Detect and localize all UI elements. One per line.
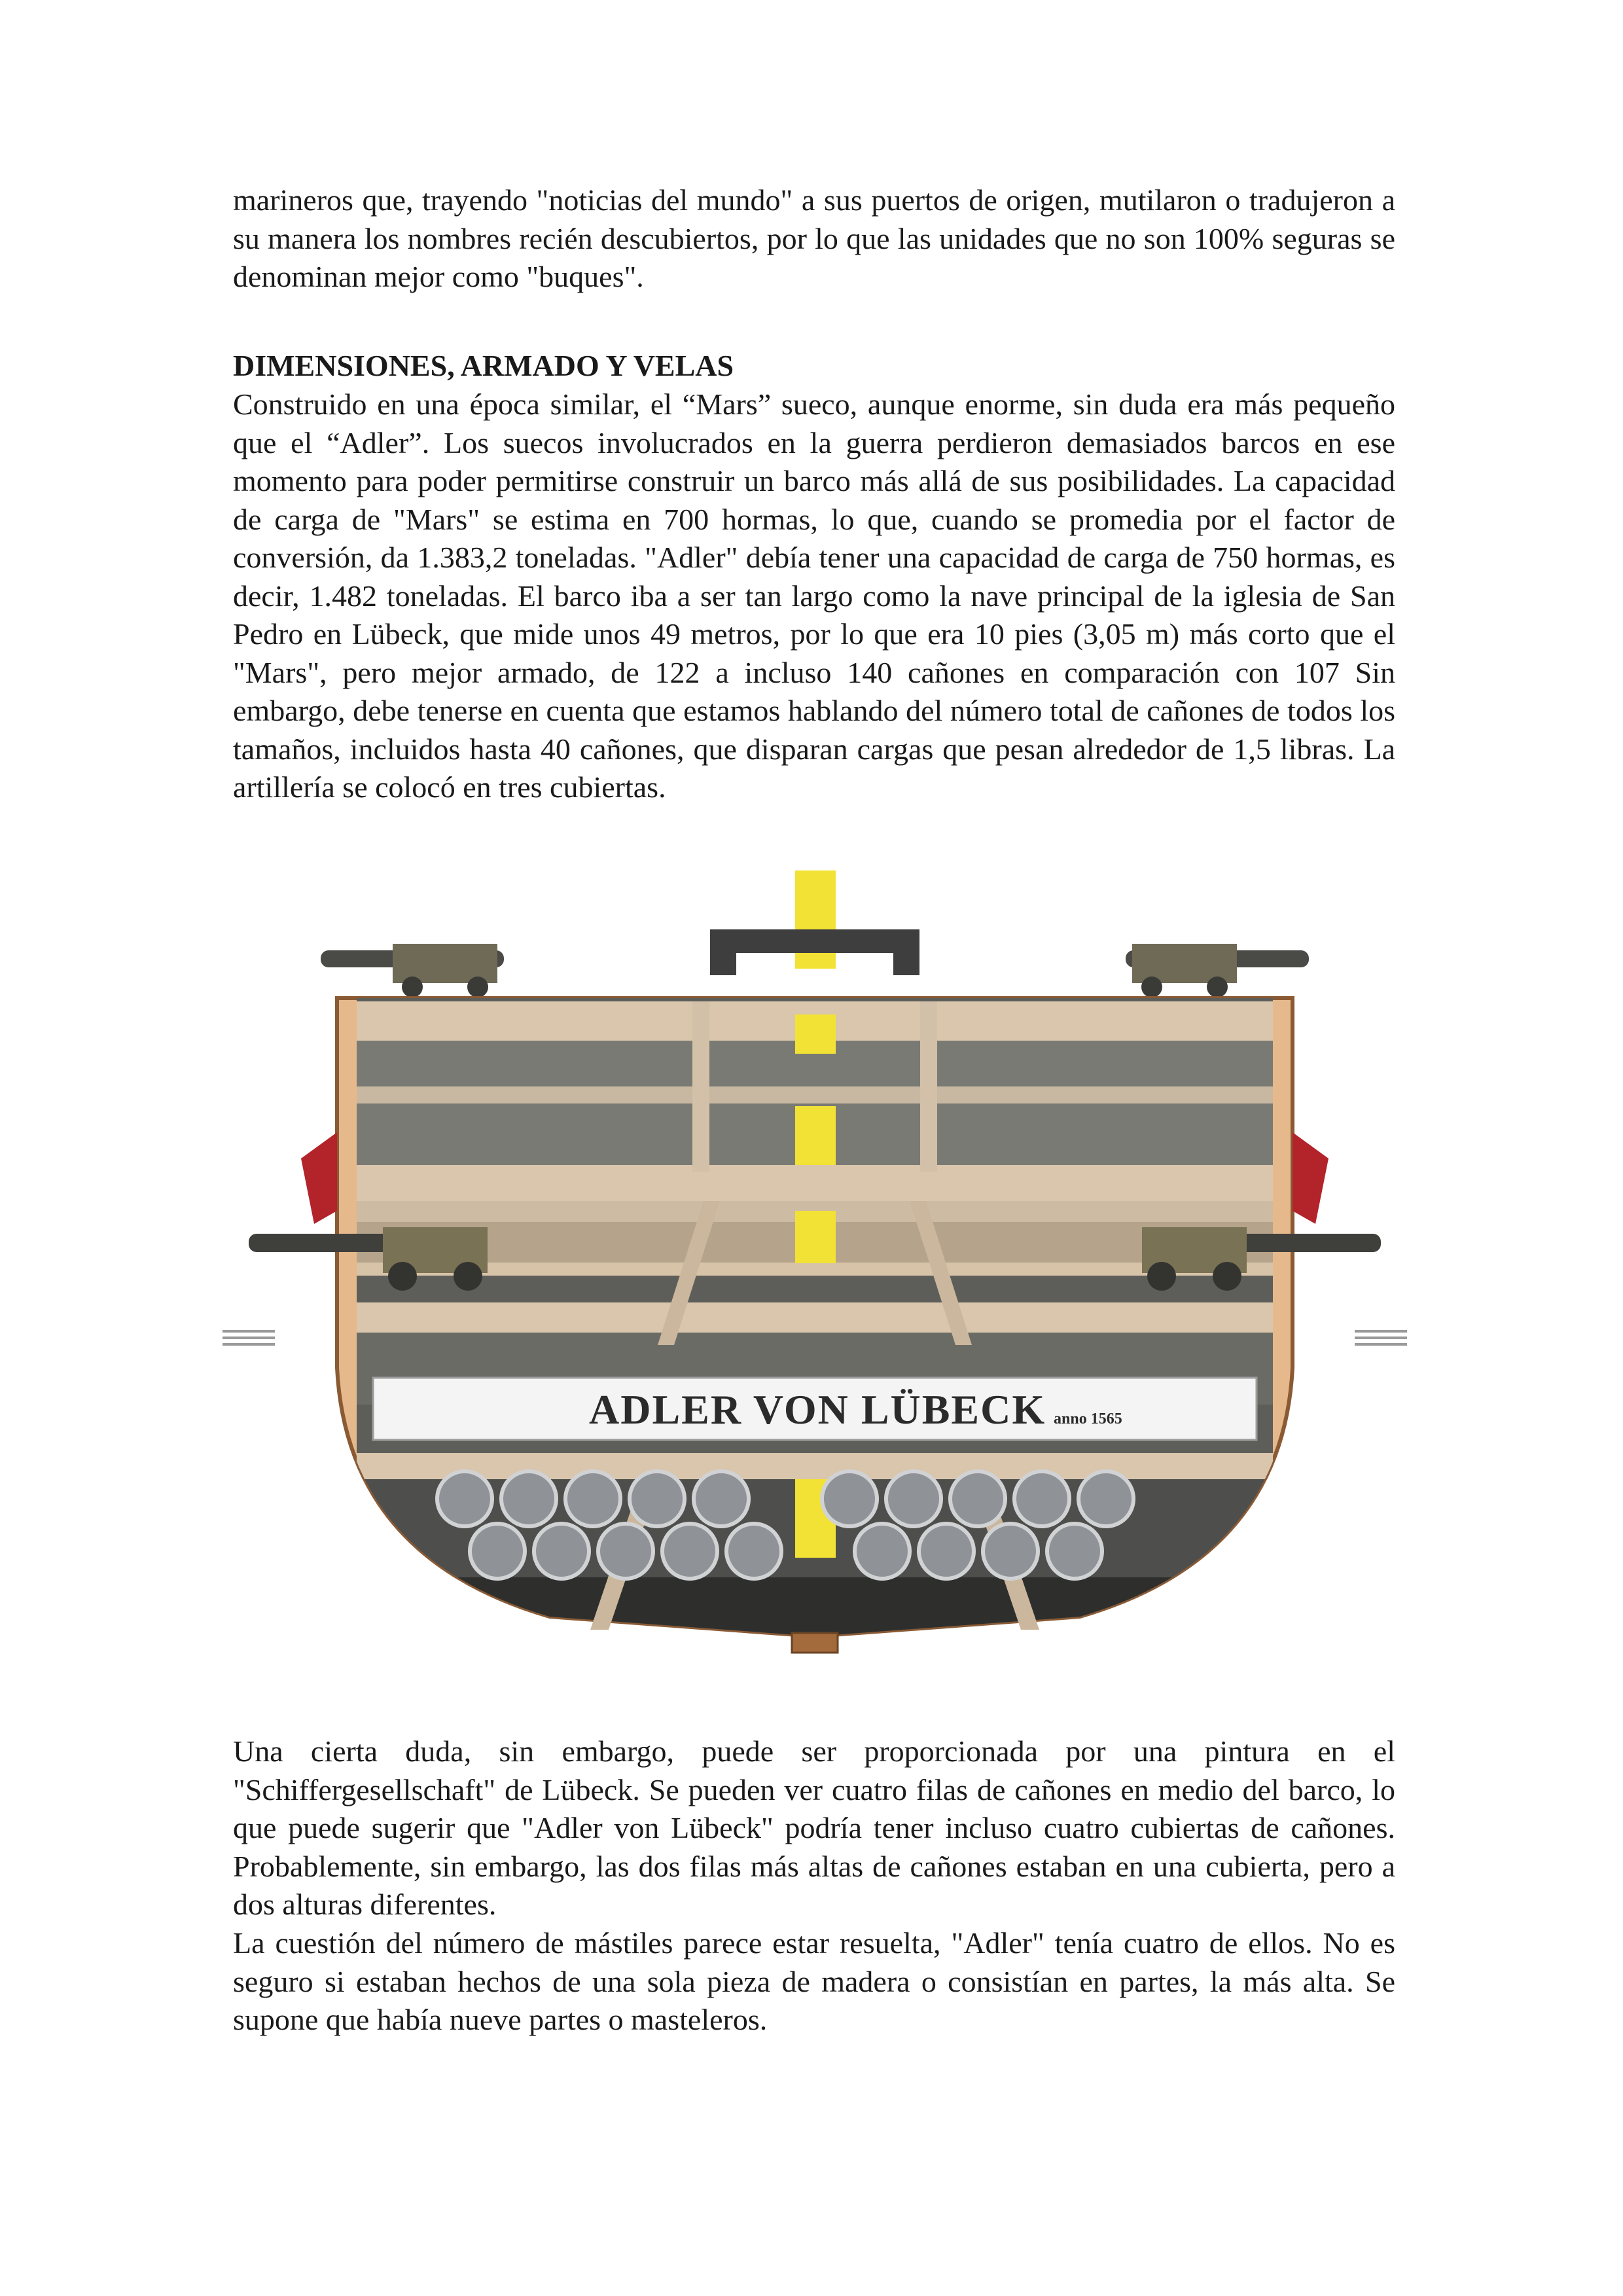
barrel bbox=[726, 1524, 781, 1579]
barrel bbox=[534, 1524, 589, 1579]
barrel bbox=[694, 1471, 749, 1526]
section-heading: DIMENSIONES, ARMADO Y VELAS bbox=[233, 349, 734, 382]
hold-deck-beam bbox=[357, 1453, 1273, 1479]
mast-top bbox=[795, 870, 836, 969]
banner-ship-name: ADLER VON LÜBECK bbox=[589, 1386, 1046, 1433]
barrel bbox=[1079, 1471, 1133, 1526]
ballast bbox=[357, 1577, 1273, 1636]
barrel bbox=[822, 1471, 877, 1526]
paragraph-intro: marineros que, trayendo "noticias del mundo" a sus puertos de origen, mutilaron o tradujeron a su manera los nombres recién descubiertos, por lo que las unidades que no son 100% seguras se denominan mejor como "buques". bbox=[233, 183, 1395, 293]
barrel bbox=[630, 1471, 685, 1526]
mast-partner-right bbox=[893, 929, 919, 975]
lower-deck-beam bbox=[357, 1302, 1273, 1333]
barrel bbox=[855, 1524, 910, 1579]
barrel bbox=[501, 1471, 556, 1526]
mast-section-2 bbox=[795, 1106, 836, 1165]
upper-deck-rail bbox=[357, 1086, 1273, 1103]
mast-partner-left bbox=[710, 929, 736, 975]
barrel bbox=[598, 1524, 653, 1579]
mast-partner bbox=[710, 929, 919, 953]
paragraph-masts: La cuestión del número de mástiles parece estar resuelta, "Adler" tenía cuatro de ellos. No es seguro si estaban hechos de una sola pieza de madera o consistían en partes, la más alta. Se supone que había nueve partes o masteleros. bbox=[233, 1926, 1395, 2036]
middle-deck-beam bbox=[357, 1165, 1273, 1201]
top-deck-gun-left bbox=[321, 944, 504, 997]
barrel bbox=[919, 1524, 974, 1579]
waterline-marker-right bbox=[1355, 1330, 1407, 1346]
paragraph-doubt: Una cierta duda, sin embargo, puede ser proporcionada por una pintura en el "Schiffergesellschaft" de Lübeck. Se pueden ver cuatro filas de cañones en medio del barco, lo que puede sugerir que "Adler von Lübeck" podría tener incluso cuatro cubiertas de cañones. Probablemente, sin embargo, las dos filas más altas de cañones estaban en una cubierta, pero a dos alturas diferentes. bbox=[233, 1734, 1395, 1921]
barrel bbox=[886, 1471, 941, 1526]
paragraph-dimensions: Construido en una época similar, el “Mars” sueco, aunque enorme, sin duda era más pequeño que el “Adler”. Los suecos involucrados en la guerra perdieron demasiados barcos en ese momento para poder permitirse construir un barco más allá de sus posibilidades. La capacidad de carga de "Mars" se estima en 700 hormas, lo que, cuando se promedia por el factor de conversión, da 1.383,2 toneladas. "Adler" debía tener una capacidad de carga de 750 hormas, es decir, 1.482 toneladas. El barco iba a ser tan largo como la nave principal de la iglesia de San Pedro en Lübeck, que mide unos 49 metros, por lo que era 10 pies (3,05 m) más corto que el "Mars", pero mejor armado, de 122 a incluso 140 cañones en comparación con 107 Sin embargo, debe tenerse en cuenta que estamos hablando del número total de cañones de todos los tamaños, incluidos hasta 40 cañones, que disparan cargas que pesan alrededor de 1,5 libras. La artillería se colocó en tres cubiertas. bbox=[233, 387, 1395, 804]
barrel bbox=[983, 1524, 1038, 1579]
ship-cross-section-figure bbox=[223, 870, 1407, 1702]
barrel bbox=[565, 1471, 620, 1526]
ship-cross-section-drawing bbox=[223, 870, 1407, 1702]
barrel bbox=[1014, 1471, 1069, 1526]
mast-section-3 bbox=[795, 1211, 836, 1263]
barrel bbox=[662, 1524, 717, 1579]
stanchion-left bbox=[692, 1001, 709, 1172]
barrel bbox=[470, 1524, 525, 1579]
barrel bbox=[437, 1471, 492, 1526]
mast-section-1 bbox=[795, 1014, 836, 1054]
banner-year: anno 1565 bbox=[1054, 1410, 1122, 1427]
waterline-marker-left bbox=[223, 1330, 275, 1346]
red-frame-right bbox=[1293, 1132, 1329, 1224]
barrel bbox=[1047, 1524, 1102, 1579]
top-deck-gun-right bbox=[1126, 944, 1309, 997]
middle-deck-rail bbox=[357, 1263, 1273, 1276]
keel bbox=[792, 1633, 838, 1653]
red-frame-left bbox=[301, 1132, 337, 1224]
barrel bbox=[950, 1471, 1005, 1526]
stanchion-right bbox=[920, 1001, 937, 1172]
